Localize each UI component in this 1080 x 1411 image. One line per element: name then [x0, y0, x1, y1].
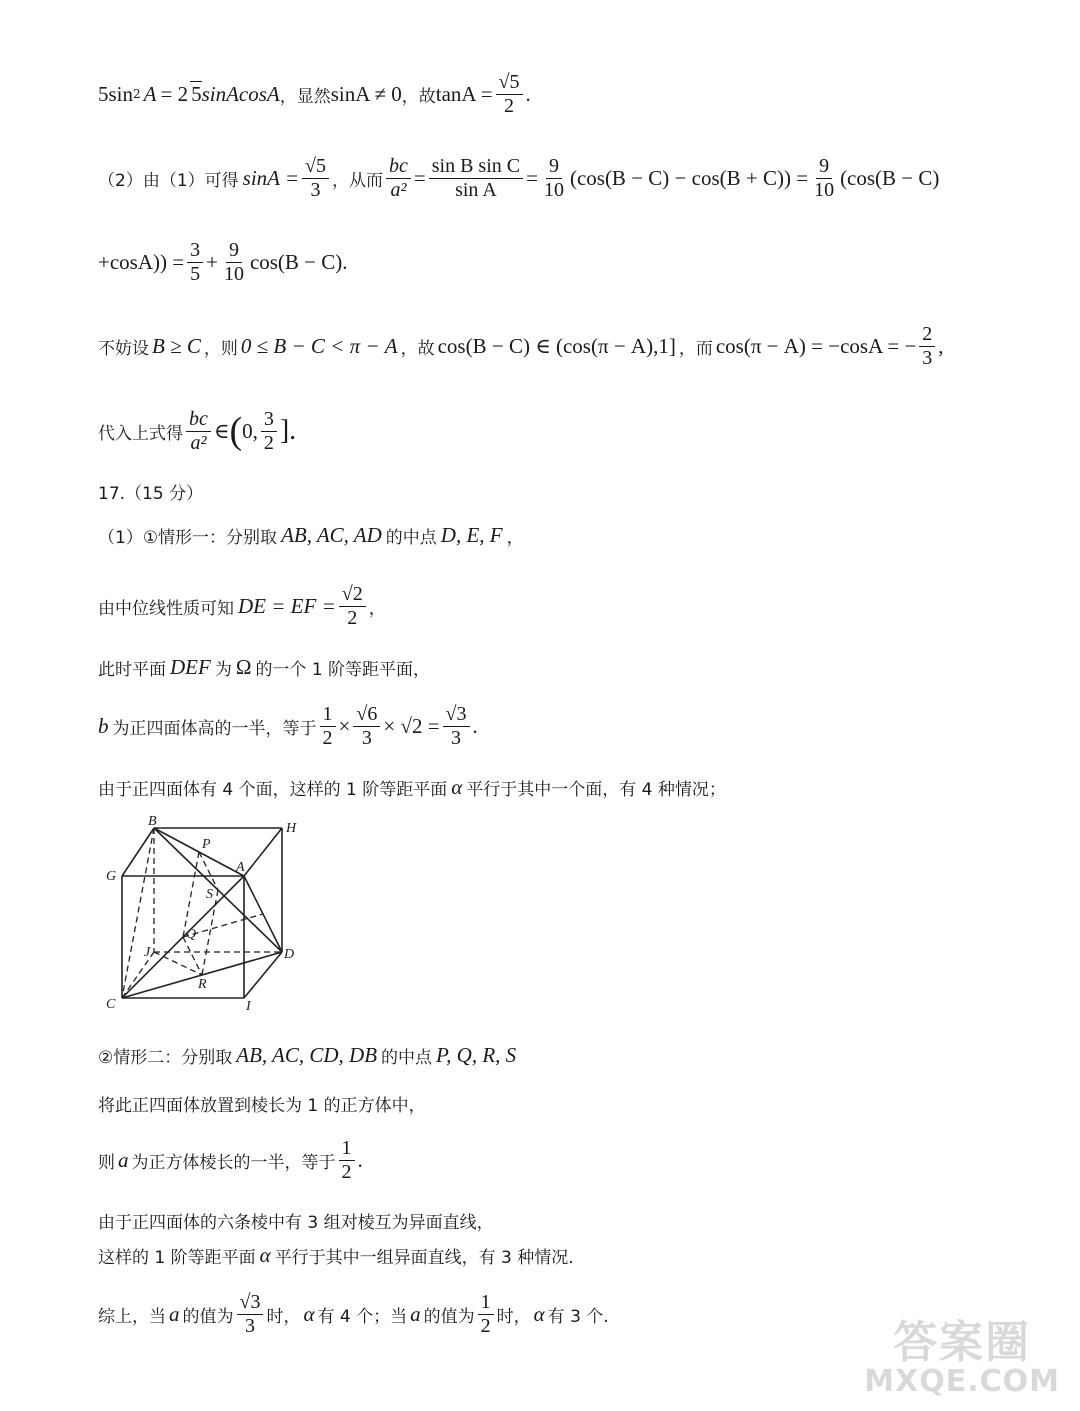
equation-line-3: [98, 234, 348, 290]
period: .: [525, 81, 531, 106]
fraction: $\frac{√5}{2}$: [496, 72, 523, 117]
figure-svg: [104, 816, 312, 1012]
fraction: $\frac{\text{sin B sin C}}{\text{sin A}}$: [429, 156, 523, 201]
var-a: a: [410, 1301, 421, 1326]
text: ，而: [678, 338, 713, 359]
fraction: $\frac{bc}{\text{a²}}$: [386, 156, 411, 201]
in-symbol: ∈: [213, 418, 230, 443]
text: 不妨设: [98, 338, 149, 359]
fraction: $\frac{2}{3}$: [919, 324, 935, 369]
text: 平行于其中一个面，有 4 种情况；: [466, 779, 726, 800]
text: 的值为: [182, 1306, 234, 1327]
equation-line-10: [98, 698, 478, 754]
label-P: P: [202, 837, 211, 852]
text: ，: [368, 598, 386, 619]
text: 由于正四面体有 4 个面，这样的 1 阶等距平面: [98, 779, 448, 800]
watermark-cn: 答案圈: [893, 1317, 1032, 1368]
equation-line-5: [98, 402, 296, 460]
text-line-16: [98, 1240, 574, 1270]
text: 的中点: [385, 527, 437, 548]
label-D: D: [284, 947, 295, 962]
text: ，故: [400, 338, 435, 359]
expr: (cos(B − C): [840, 165, 940, 190]
fraction: $\frac{3}{2}$: [261, 409, 277, 454]
fraction: $\frac{√6}{3}$: [353, 704, 380, 749]
label-H: H: [286, 821, 297, 836]
expr: = 2: [160, 81, 189, 106]
fraction: $\frac{3}{5}$: [187, 240, 203, 285]
expr: tanA =: [435, 81, 493, 106]
text: 平行于其中一组异面直线，有 3 种情况.: [274, 1247, 574, 1268]
equation-line-17: [98, 1286, 609, 1342]
label-G: G: [106, 869, 117, 884]
equation-line-4: [98, 318, 944, 374]
var-b: b: [98, 713, 109, 738]
expr: × √2 =: [383, 713, 440, 738]
expr: AB, AC, CD, DB: [236, 1042, 378, 1067]
text: 时，: [496, 1306, 531, 1327]
expr: cos(π − A) = −cosA = −: [715, 333, 917, 358]
fraction: $\frac{1}{2}$: [478, 1292, 494, 1337]
text: 有 4 个；当: [317, 1306, 408, 1327]
expr: P, Q, R, S: [436, 1042, 517, 1067]
fraction: $\frac{√2}{2}$: [339, 584, 366, 629]
expr: cos(B − C).: [249, 249, 348, 274]
expr: (cos(B − C) − cos(B + C)) =: [569, 165, 809, 190]
text: ，则: [203, 338, 238, 359]
expr: 0 ≤ B − C < π − A: [240, 333, 398, 358]
var-a: a: [169, 1301, 180, 1326]
equation-line-2: [98, 150, 939, 206]
equals: =: [526, 165, 538, 190]
text: ②情形二：分别取: [98, 1047, 233, 1068]
text-line-7: [98, 520, 524, 550]
equals: =: [413, 165, 426, 190]
alpha: α: [451, 774, 463, 799]
watermark: [864, 1306, 1060, 1399]
text: 时，: [266, 1306, 301, 1327]
text: ，显然: [279, 86, 331, 107]
text: 17.（15 分）: [98, 483, 204, 504]
var-a: a: [118, 1147, 129, 1172]
times: ×: [338, 713, 351, 738]
text: ，故: [401, 86, 436, 107]
fraction: $\frac{√5}{3}$: [302, 156, 329, 201]
plus: +: [206, 249, 218, 274]
expr: DEF: [170, 654, 211, 679]
expr: +cosA)) =: [98, 249, 185, 274]
expr: DE = EF =: [238, 593, 336, 618]
exp: 2: [133, 87, 141, 101]
problem-heading: [98, 478, 203, 504]
label-B: B: [148, 816, 157, 829]
text: 的值为: [423, 1306, 475, 1327]
label-R: R: [198, 977, 207, 992]
text: （1）①情形一：分别取: [98, 527, 278, 548]
watermark-url: MXQE.COM: [864, 1364, 1060, 1399]
text-line-13: [98, 1088, 426, 1118]
omega: Ω: [235, 654, 252, 679]
text: 的一个 1 阶等距平面，: [255, 659, 431, 680]
right-bracket: ].: [279, 415, 297, 446]
text-line-12: [98, 1040, 516, 1070]
label-J: J: [144, 945, 151, 960]
fraction: $\frac{9}{10}$: [814, 154, 835, 201]
left-paren: (: [229, 410, 243, 452]
fraction: $\frac{√3}{3}$: [443, 704, 470, 749]
text: 为正方体棱长的一半，等于: [131, 1152, 336, 1173]
expr: cos(B − C) ∈ (cos(π − A),1]: [437, 333, 676, 358]
var-a: A: [143, 81, 157, 106]
alpha: α: [303, 1301, 315, 1326]
equation-line-14: [98, 1132, 363, 1188]
zero: 0,: [242, 418, 258, 443]
label-S: S: [206, 887, 213, 902]
expr: sinAcosA: [201, 81, 280, 106]
fraction: $\frac{1}{2}$: [320, 704, 336, 749]
text: 由中位线性质可知: [98, 598, 234, 619]
period: .: [357, 1147, 363, 1172]
expr: sinA =: [242, 165, 300, 190]
equation-line-1: [98, 66, 531, 122]
label-I: I: [246, 999, 251, 1012]
alpha: α: [533, 1301, 545, 1326]
fraction: $\frac{9}{10}$: [543, 154, 564, 201]
text: 综上，当: [98, 1306, 166, 1327]
text: 这样的 1 阶等距平面: [98, 1247, 256, 1268]
text: 将此正四面体放置到棱长为 1 的正方体中，: [98, 1095, 426, 1116]
sqrt: 5: [191, 82, 202, 106]
comma: ,: [938, 333, 944, 358]
text: ，: [506, 527, 524, 548]
fraction: $\frac{1}{2}$: [339, 1138, 355, 1183]
text: ，从而: [332, 170, 384, 191]
fraction: $\frac{√3}{3}$: [237, 1292, 264, 1337]
equation-line-8: [98, 578, 386, 634]
text: 代入上式得: [98, 423, 183, 444]
text-line-9: [98, 652, 430, 682]
text: 的中点: [381, 1047, 433, 1068]
fraction: $\frac{bc}{\text{a²}}$: [186, 409, 211, 454]
text: 则: [98, 1152, 115, 1173]
text-line-15: [98, 1206, 494, 1234]
cube-tetrahedron-figure: [104, 816, 312, 1012]
label-Q: Q: [186, 927, 197, 942]
text: 为正四面体高的一半，等于: [112, 718, 317, 739]
label-A: A: [236, 860, 245, 875]
expr: AB, AC, AD: [281, 522, 382, 547]
alpha: α: [259, 1242, 271, 1267]
text: 为: [214, 659, 232, 680]
text: （2）由（1）可得: [98, 170, 239, 191]
expr: sinA ≠ 0: [330, 81, 402, 106]
text: 由于正四面体的六条棱中有 3 组对棱互为异面直线，: [98, 1212, 494, 1233]
expr: D, E, F: [440, 522, 503, 547]
text: 有 3 个.: [547, 1306, 609, 1327]
text: 此时平面: [98, 659, 166, 680]
label-C: C: [106, 997, 116, 1012]
expr: 5sin: [98, 81, 134, 106]
expr: B ≥ C: [152, 333, 201, 358]
text-line-11: [98, 772, 726, 802]
period: .: [472, 713, 478, 738]
fraction: $\frac{9}{10}$: [223, 238, 244, 285]
